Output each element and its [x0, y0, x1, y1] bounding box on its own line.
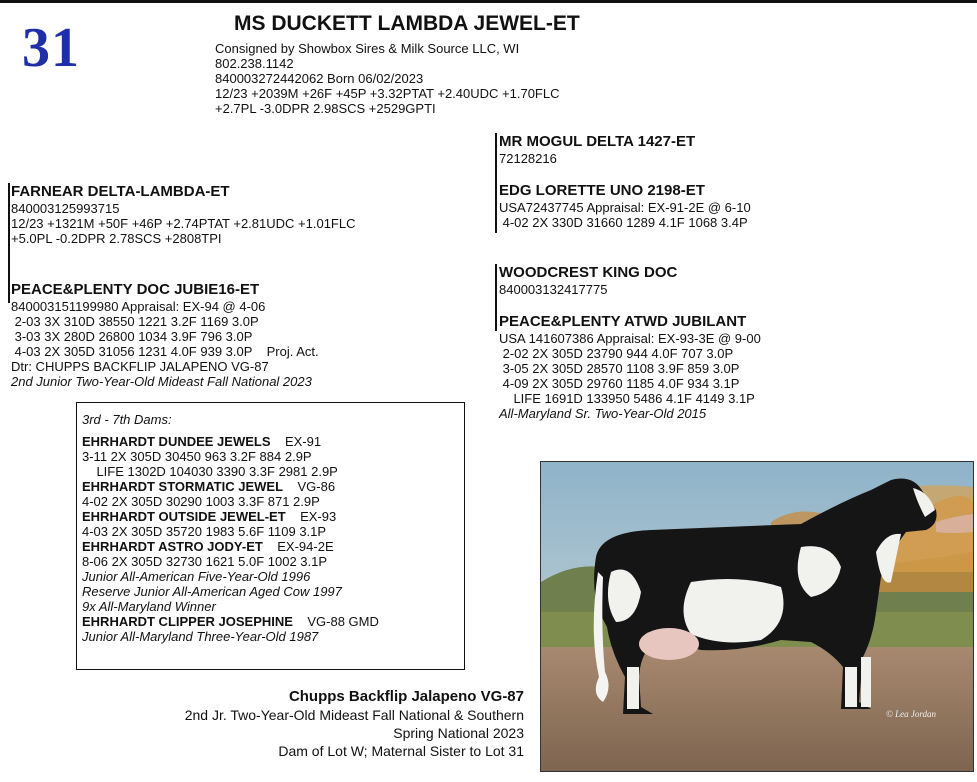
dams-box-line — [82, 479, 379, 494]
dam-ancestor-award: Junior All-American Five-Year-Old 1996 — [82, 569, 311, 584]
dam-sire-name: WOODCREST KING DOC — [499, 264, 678, 281]
dam-ancestor-name: EHRHARDT CLIPPER JOSEPHINE — [82, 614, 293, 629]
dam-ancestor-name: EHRHARDT ASTRO JODY-ET — [82, 539, 263, 554]
dam-ancestor-award: Junior All-Maryland Three-Year-Old 1987 — [82, 629, 319, 644]
dams-box-line — [82, 434, 379, 449]
sire-proof-1: 12/23 +1321M +50F +46P +2.74PTAT +2.81UDC +1.01FLC — [11, 216, 356, 231]
dam-dam-name: PEACE&PLENTY ATWD JUBILANT — [499, 313, 747, 330]
dam-dam-appraisal: USA 141607386 Appraisal: EX-93-3E @ 9-00 — [499, 331, 761, 346]
dam-bracket — [495, 264, 497, 331]
dam-ancestor-name: EHRHARDT OUTSIDE JEWEL-ET — [82, 509, 286, 524]
caption-line-2: Spring National 2023 — [393, 725, 524, 741]
dam-record: 2-03 3X 310D 38550 1221 3.2F 1169 3.0P — [11, 314, 259, 329]
id-born: 840003272442062 Born 06/02/2023 — [215, 71, 424, 86]
animal-name: MS DUCKETT LAMBDA JEWEL-ET — [234, 12, 580, 35]
animal-header — [234, 12, 580, 36]
consigned-by: Consigned by Showbox Sires & Milk Source LLC, WI — [215, 41, 520, 56]
sire-sire-name: MR MOGUL DELTA 1427-ET — [499, 133, 696, 150]
genomics-line-2: +2.7PL -3.0DPR 2.98SCS +2529GPTI — [215, 101, 436, 116]
caption-line-1: 2nd Jr. Two-Year-Old Mideast Fall National & Southern — [184, 707, 524, 723]
dam-daughter: Dtr: CHUPPS BACKFLIP JALAPENO VG-87 — [11, 359, 269, 374]
dam-ancestor-classification: VG-88 GMD — [292, 614, 379, 629]
dams-box-line — [82, 554, 379, 569]
dam-appraisal: 840003151199980 Appraisal: EX-94 @ 4-06 — [11, 299, 266, 314]
top-rule — [0, 0, 977, 3]
phone: 802.238.1142 — [215, 56, 294, 71]
dam-ancestor-classification: EX-93 — [285, 509, 337, 524]
sire-id: 840003125993715 — [11, 201, 120, 216]
dam-award: 2nd Junior Two-Year-Old Mideast Fall National 2023 — [11, 374, 312, 389]
sire-bracket — [495, 133, 497, 233]
dam-name: PEACE&PLENTY DOC JUBIE16-ET — [11, 281, 260, 298]
cow-photo-illustration — [541, 462, 973, 771]
dam-dam-record: 4-09 2X 305D 29760 1185 4.0F 934 3.1P — [499, 376, 740, 391]
sire-dam-appraisal: USA72437745 Appraisal: EX-91-2E @ 6-10 — [499, 200, 751, 215]
sire-proof-2: +5.0PL -0.2DPR 2.78SCS +2808TPI — [11, 231, 222, 246]
sire-sire-id: 72128216 — [499, 151, 557, 166]
dams-box-line — [82, 524, 379, 539]
caption-line-3: Dam of Lot W; Maternal Sister to Lot 31 — [278, 743, 524, 759]
sire-dam-block — [499, 182, 751, 230]
dams-box-line — [82, 509, 379, 524]
dams-box-line — [82, 614, 379, 629]
photo-credit: © Lea Jordan — [886, 709, 937, 719]
dam-ancestor-record: 4-03 2X 305D 35720 1983 5.6F 1109 3.1P — [82, 524, 327, 539]
dam-ancestor-award: Reserve Junior All-American Aged Cow 1997 — [82, 584, 342, 599]
dam-dam-record: 2-02 2X 305D 23790 944 4.0F 707 3.0P — [499, 346, 734, 361]
dam-ancestor-classification: VG-86 — [283, 479, 336, 494]
sire-block — [11, 183, 356, 246]
caption-title: Chupps Backflip Jalapeno VG-87 — [288, 688, 524, 705]
animal-details — [215, 41, 560, 116]
dams-box-lines — [82, 434, 379, 644]
dam-ancestor-classification: EX-91 — [270, 434, 322, 449]
dam-ancestor-award: 9x All-Maryland Winner — [82, 599, 216, 614]
dams-box-line — [82, 449, 379, 464]
sire-dam-record: 4-02 2X 330D 31660 1289 4.1F 1068 3.4P — [499, 215, 748, 230]
pedigree-bracket — [8, 183, 10, 303]
lot-number: 31 — [22, 17, 80, 79]
dams-box-line — [82, 494, 379, 509]
dam-ancestor-record: 8-06 2X 305D 32730 1621 5.0F 1002 3.1P — [82, 554, 328, 569]
dam-ancestor-record: 4-02 2X 305D 30290 1003 3.3F 871 2.9P — [82, 494, 320, 509]
dam-dam-block — [499, 313, 761, 421]
cow-photo — [540, 461, 974, 772]
dam-ancestor-record: 3-11 2X 305D 30450 963 3.2F 884 2.9P — [82, 449, 312, 464]
dam-dam-award: All-Maryland Sr. Two-Year-Old 2015 — [499, 406, 707, 421]
dams-box-line — [82, 629, 379, 644]
genomics-line-1: 12/23 +2039M +26F +45P +3.32PTAT +2.40UDC +1.70FLC — [215, 86, 560, 101]
photo-caption — [185, 688, 524, 760]
dams-box-line — [82, 599, 379, 614]
dams-box-line — [82, 584, 379, 599]
dam-block — [11, 281, 319, 389]
dams-box-line — [82, 539, 379, 554]
dam-record: 3-03 3X 280D 26800 1034 3.9F 796 3.0P — [11, 329, 253, 344]
dam-dam-record: 3-05 2X 305D 28570 1108 3.9F 859 3.0P — [499, 361, 740, 376]
dams-box-line — [82, 569, 379, 584]
dam-sire-block — [499, 264, 677, 297]
dam-record: 4-03 2X 305D 31056 1231 4.0F 939 3.0P Proj. Act. — [11, 344, 319, 359]
additional-dams-box — [76, 402, 465, 670]
dam-sire-id: 840003132417775 — [499, 282, 608, 297]
dams-box-heading: 3rd - 7th Dams: — [82, 412, 172, 427]
dam-dam-record: LIFE 1691D 133950 5486 4.1F 4149 3.1P — [499, 391, 755, 406]
dam-ancestor-name: EHRHARDT STORMATIC JEWEL — [82, 479, 284, 494]
sire-dam-name: EDG LORETTE UNO 2198-ET — [499, 182, 705, 199]
dam-ancestor-record: LIFE 1302D 104030 3390 3.3F 2981 2.9P — [82, 464, 338, 479]
sire-sire-block — [499, 133, 695, 166]
dams-box-line — [82, 464, 379, 479]
dam-ancestor-name: EHRHARDT DUNDEE JEWELS — [82, 434, 271, 449]
dam-ancestor-classification: EX-94-2E — [262, 539, 334, 554]
sire-name: FARNEAR DELTA-LAMBDA-ET — [11, 183, 230, 200]
